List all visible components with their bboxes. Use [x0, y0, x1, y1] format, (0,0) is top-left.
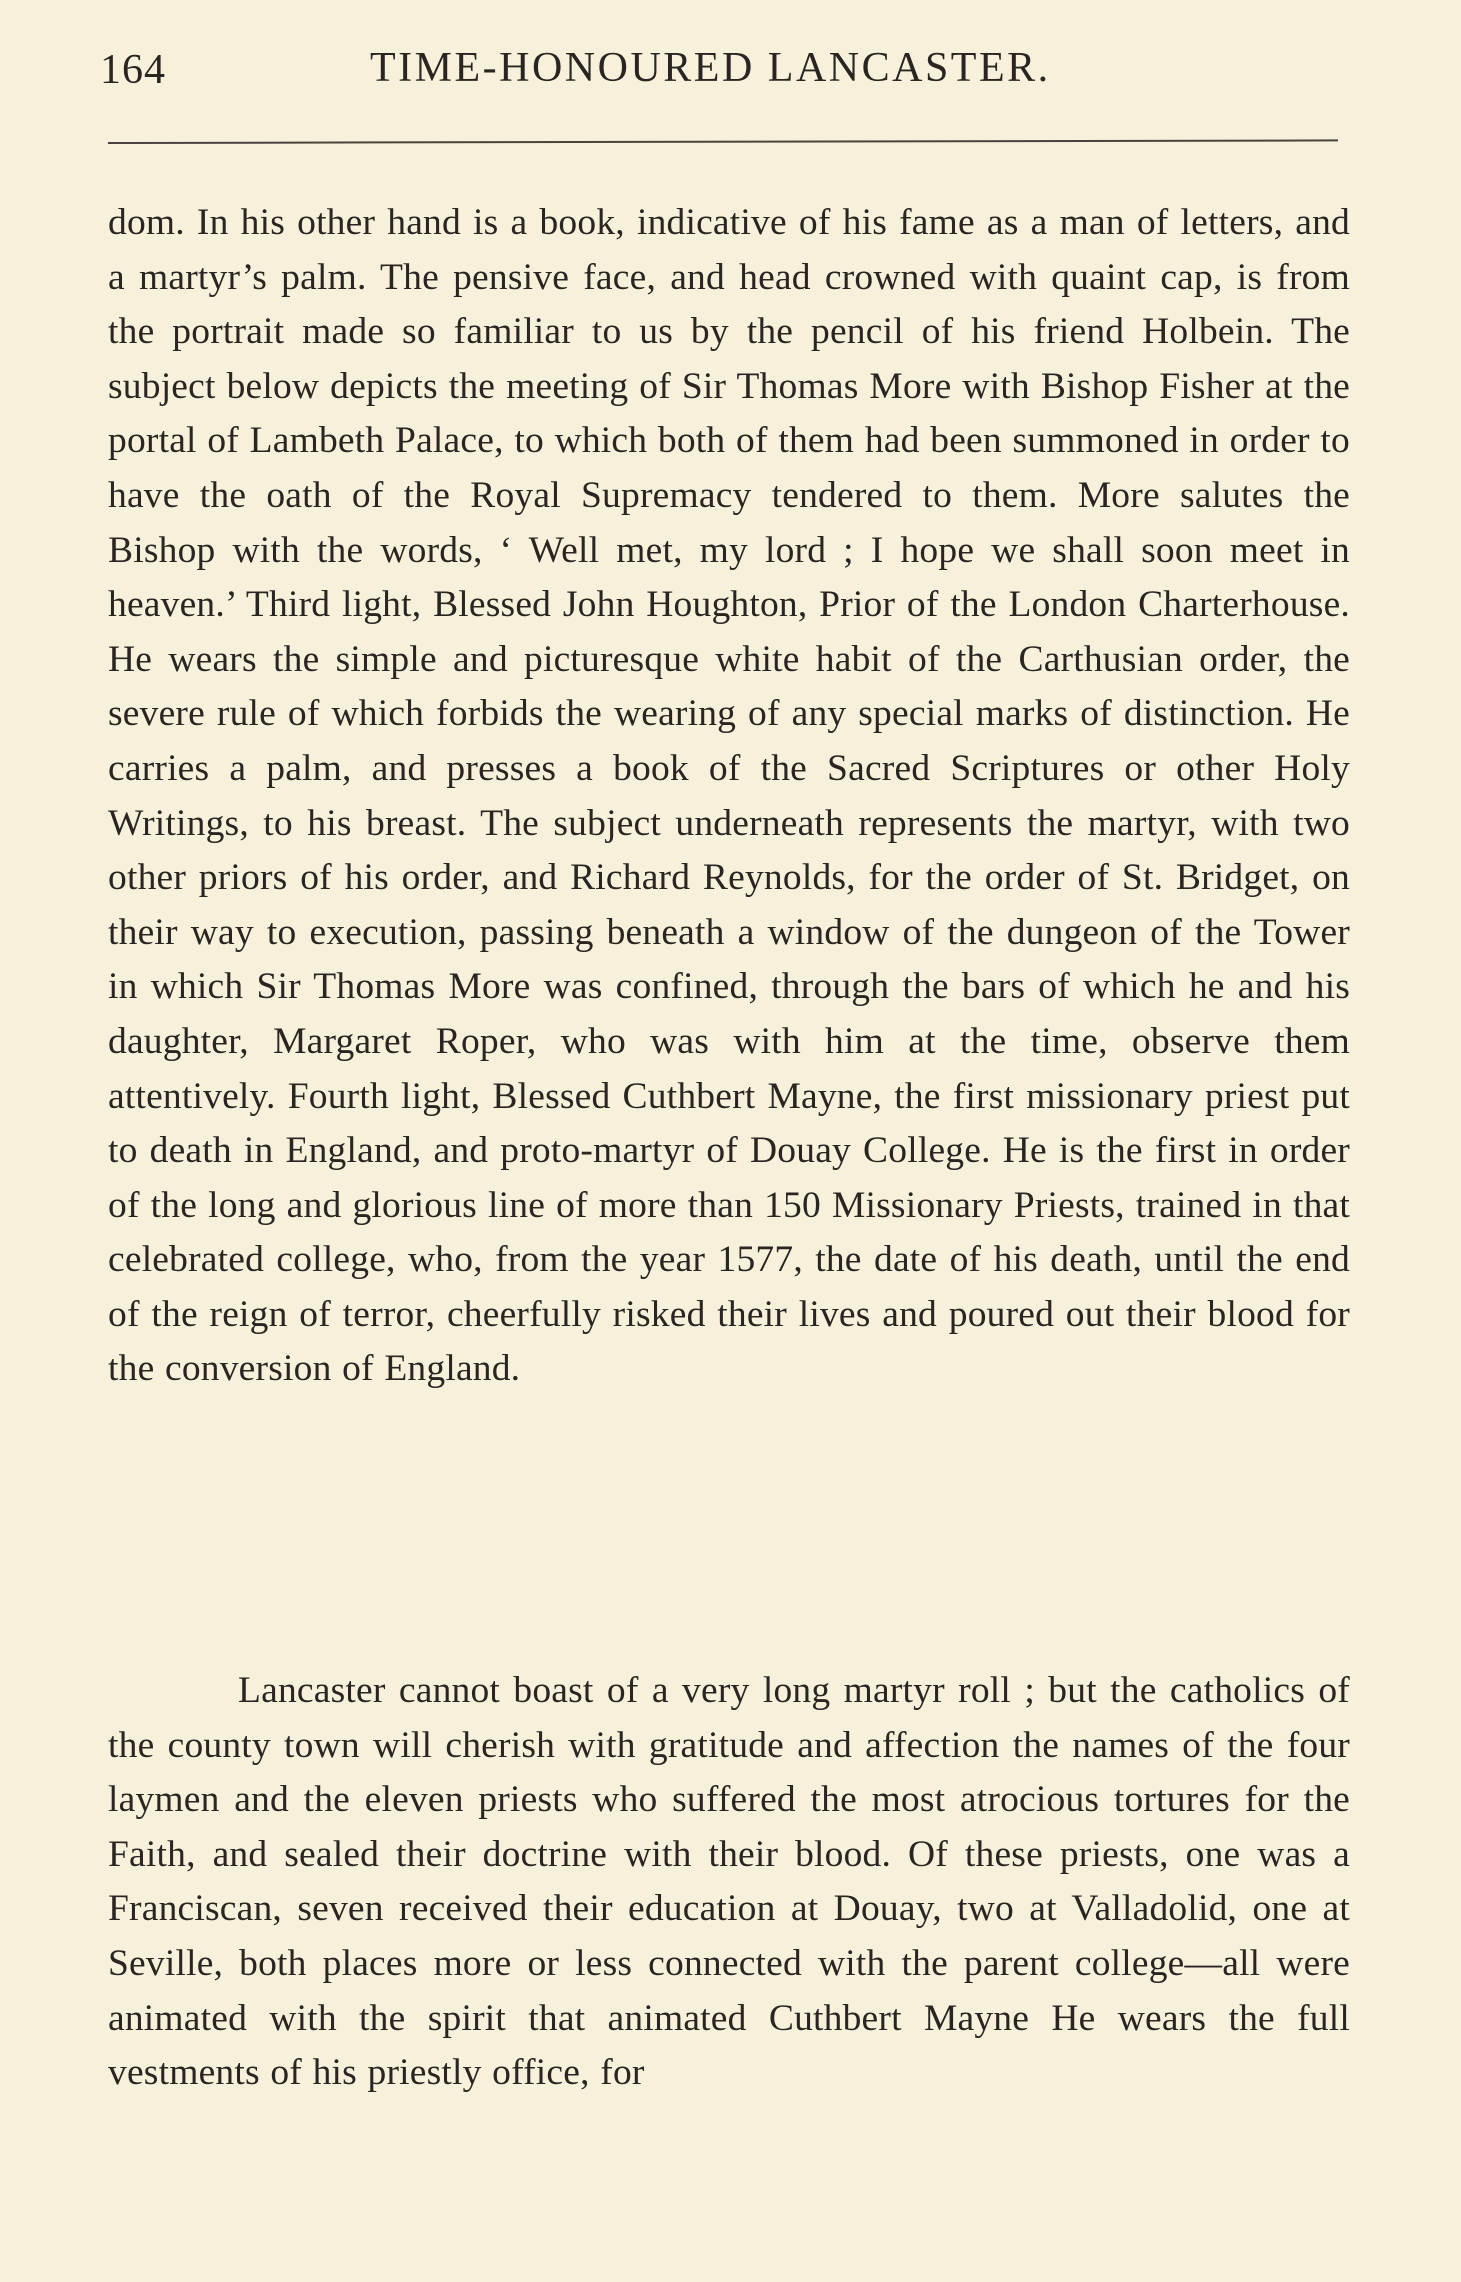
page-number: 164 [100, 47, 166, 93]
header-rule [108, 139, 1338, 144]
paragraph-text: dom. In his other hand is a book, indicative of his fame as a man of letters, and a martyr’s palm. The pensive face, and head crowned with quaint cap, is from the portrait made so familiar to us by the pencil of his friend Holbein. The subject below depicts the meeting of Sir Thomas More with Bishop Fisher at the portal of Lambeth Palace, to which both of them had been summoned in order to have the oath of the Royal Supremacy tendered to them. More salutes the Bishop with the words, ‘ Well met, my lord ; I hope we shall soon meet in heaven.’ Third light, Blessed John Houghton, Prior of the London Charterhouse. He wears the simple and picturesque white habit of the Carthusian order, the severe rule of which forbids the wearing of any special marks of distinction. He carries a palm, and presses a book of the Sacred Scriptures or other Holy Writings, to his breast. The subject underneath represents the martyr, with two other priors of his order, and Richard Reynolds, for the order of St. Bridget, on their way to execution, passing beneath a window of the dungeon of the Tower in which Sir Thomas More was confined, through the bars of which he and his daughter, Margaret Roper, who was with him at the time, observe them attentively. Fourth light, Blessed Cuthbert Mayne, the first missionary priest put to death in England, and proto-martyr of Douay College. He is the first in order of the long and glorious line of more than 150 Missionary Priests, trained in that celebrated college, who, from the year 1577, the date of his death, until the end of the reign of terror, cheerfully risked their lives and poured out their blood for the conversion of England. [108, 202, 1350, 1390]
running-head [0, 38, 1461, 108]
body-paragraph [108, 1664, 1350, 2101]
body-paragraph-continued [108, 196, 1350, 1397]
running-title: TIME-HONOURED LANCASTER. [370, 45, 1051, 91]
paragraph-text: Lancaster cannot boast of a very long martyr roll ; but the catholics of the county town will cherish with gratitude and affection the names of the four laymen and the eleven priests who suffered the most atrocious tortures for the Faith, and sealed their doctrine with their blood. Of these priests, one was a Franciscan, seven received their education at Douay, two at Valladolid, one at Seville, both places more or less connected with the parent college—all were animated with the spirit that animated Cuthbert Mayne He wears the full vestments of his priestly office, for [108, 1670, 1350, 2094]
